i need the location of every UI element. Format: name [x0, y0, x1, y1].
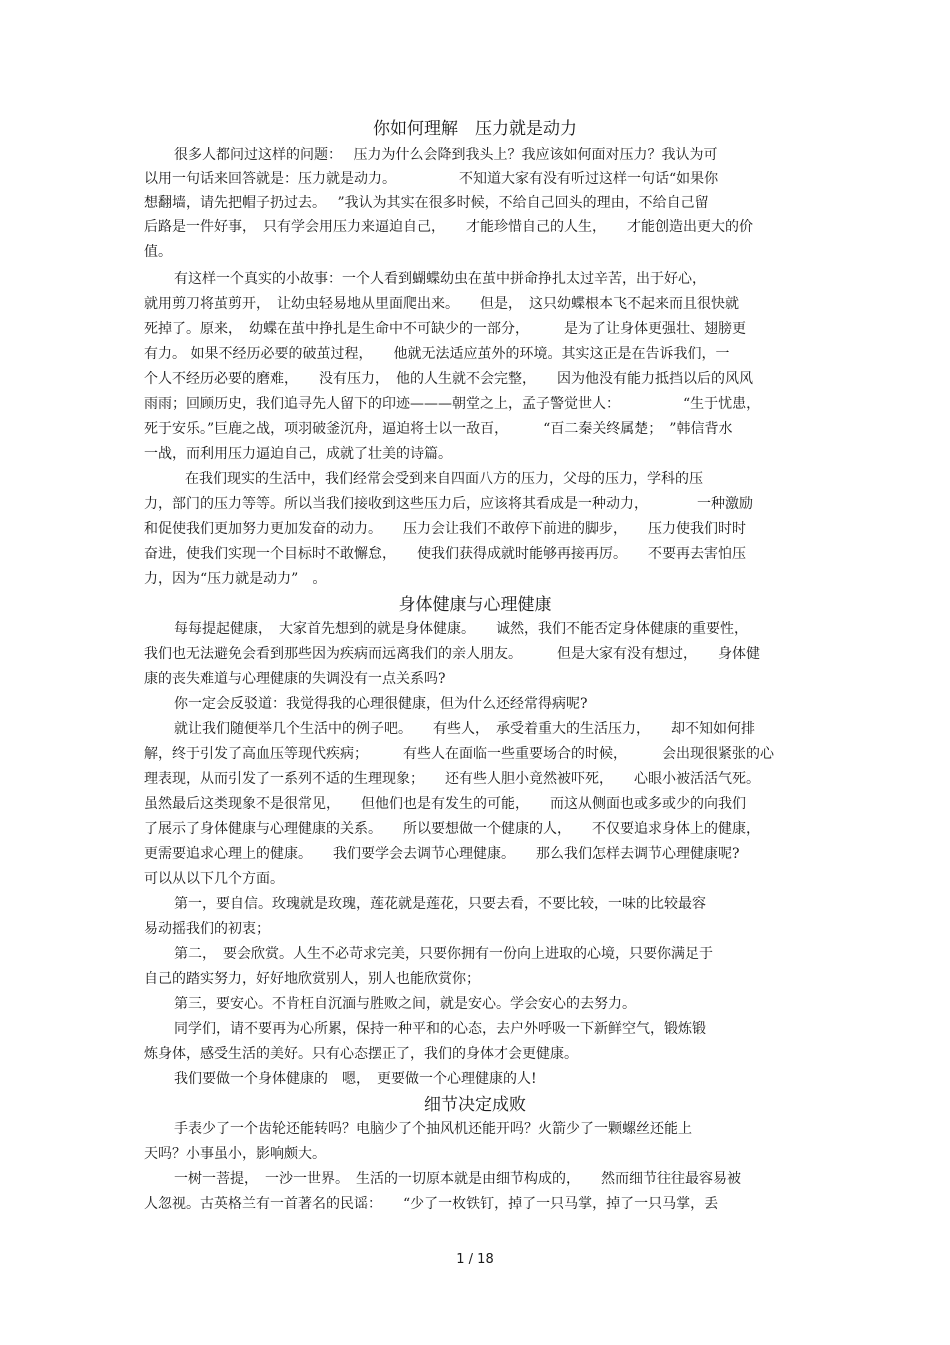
text-line: 在我们现实的生活中，我们经常会受到来自四面八方的压力，父母的压力，学科的压: [185, 471, 703, 487]
text-line: 力，部门的压力等等。所以当我们接收到这些压力后，应该将其看成是一种动力， 一种激励: [144, 496, 753, 512]
text-line: 人忽视。古英格兰有一首著名的民谣： “少了一枚铁钉，掉了一只马掌，掉了一只马掌，丢: [144, 1196, 719, 1212]
text-line: 想翻墙，请先把帽子扔过去。 ”我认为其实在很多时候，不给自己回头的理由，不给自己留: [144, 195, 709, 211]
text-line: 我们也无法避免会看到那些因为疾病而远离我们的亲人朋友。 但是大家有没有想过， 身体健: [144, 646, 760, 662]
text-line: 每每提起健康， 大家首先想到的就是身体健康。 诚然，我们不能否定身体健康的重要性，: [174, 621, 748, 637]
text-line: 奋进，使我们实现一个目标时不敢懈怠， 使我们获得成就时能够再接再厉。 不要再去害怕压: [144, 546, 746, 562]
text-line: 一战，而利用压力逼迫自己，成就了壮美的诗篇。: [144, 446, 452, 462]
text-line: 天吗？小事虽小，影响颇大。: [144, 1146, 326, 1162]
text-line: 有力。 如果不经历必要的破茧过程， 他就无法适应茧外的环境。其实这正是在告诉我们，一: [144, 346, 730, 362]
text-line: 可以从以下几个方面。: [144, 871, 284, 887]
text-line: 我们要做一个身体健康的 嗯， 更要做一个心理健康的人!: [174, 1071, 537, 1087]
page-number: 1 / 18: [456, 1252, 494, 1267]
text-line: 有这样一个真实的小故事：一个人看到蝴蝶幼虫在茧中拼命挣扎太过辛苦，出于好心，: [174, 271, 706, 287]
text-line: 以用一句话来回答就是：压力就是动力。 不知道大家有没有听过这样一句话“如果你: [144, 171, 719, 187]
text-line: 炼身体，感受生活的美好。只有心态摆正了，我们的身体才会更健康。: [144, 1046, 578, 1062]
text-line: 易动摇我们的初衷；: [144, 921, 270, 937]
text-line: 自己的踏实努力，好好地欣赏别人，别人也能欣赏你；: [144, 971, 480, 987]
text-line: 第三，要安心。不肯枉自沉湎与胜败之间，就是安心。学会安心的去努力。: [174, 996, 636, 1012]
text-line: 雨雨；回顾历史，我们追寻先人留下的印迹———朝堂之上，孟子警觉世人： “生于忧患，: [144, 396, 761, 412]
text-line: 第一，要自信。玫瑰就是玫瑰，莲花就是莲花，只要去看，不要比较，一味的比较最容: [174, 896, 706, 912]
text-line: 死于安乐。”巨鹿之战，项羽破釜沉舟，逼迫将士以一敌百， “百二秦关终属楚； ”韩信背水: [144, 421, 733, 437]
text-line: 一树一菩提， 一沙一世界。 生活的一切原本就是由细节构成的， 然而细节往往最容易被: [174, 1171, 741, 1187]
text-line: 你一定会反驳道：我觉得我的心理很健康，但为什么还经常得病呢?: [174, 696, 588, 712]
text-line: 理表现，从而引发了一系列不适的生理现象； 还有些人胆小竟然被吓死， 心眼小被活活气死。: [144, 771, 760, 787]
text-line: 很多人都问过这样的问题： 压力为什么会降到我头上？我应该如何面对压力？我认为可: [174, 147, 718, 163]
text-line: 更需要追求心理上的健康。 我们要学会去调节心理健康。 那么我们怎样去调节心理健康呢?: [144, 846, 740, 862]
text-line: 第二， 要会欣赏。人生不必苛求完美，只要你拥有一份向上进取的心境，只要你满足于: [174, 946, 713, 962]
section-title: 身体健康与心理健康: [398, 595, 552, 615]
text-line: 值。: [144, 244, 172, 260]
text-line: 手表少了一个齿轮还能转吗？电脑少了个抽风机还能开吗？火箭少了一颗螺丝还能上: [174, 1121, 692, 1137]
text-line: 就用剪刀将茧剪开， 让幼虫轻易地从里面爬出来。 但是， 这只幼蝶根本飞不起来而且很快就: [144, 296, 739, 312]
text-line: 和促使我们更加努力更加发奋的动力。 压力会让我们不敢停下前进的脚步， 压力使我们时时: [144, 521, 746, 537]
text-line: 康的丧失难道与心理健康的失调没有一点关系吗?: [144, 671, 446, 687]
text-line: 同学们，请不要再为心所累，保持一种平和的心态，去户外呼吸一下新鲜空气，锻炼锻: [174, 1021, 706, 1037]
text-line: 虽然最后这类现象不是很常见， 但他们也是有发生的可能， 而这从侧面也或多或少的向我们: [144, 796, 746, 812]
text-line: 力，因为“压力就是动力” 。: [144, 571, 327, 587]
text-line: 个人不经历必要的磨难， 没有压力， 他的人生就不会完整， 因为他没有能力抵挡以后的风风: [144, 371, 753, 387]
text-line: 后路是一件好事， 只有学会用压力来逼迫自己， 才能珍惜自己的人生， 才能创造出更大的价: [144, 219, 753, 235]
text-line: 就让我们随便举几个生活中的例子吧。 有些人， 承受着重大的生活压力， 却不知如何排: [174, 721, 755, 737]
text-line: 了展示了身体健康与心理健康的关系。 所以要想做一个健康的人， 不仅要追求身体上的健康，: [144, 821, 760, 837]
text-line: 死掉了。原来， 幼蝶在茧中挣扎是生命中不可缺少的一部分， 是为了让身体更强壮、翅膀更: [144, 321, 746, 337]
section-title: 细节决定成败: [424, 1095, 526, 1115]
section-title: 你如何理解 压力就是动力: [373, 119, 577, 139]
text-line: 解，终于引发了高血压等现代疾病； 有些人在面临一些重要场合的时候， 会出现很紧张的心: [144, 746, 774, 762]
